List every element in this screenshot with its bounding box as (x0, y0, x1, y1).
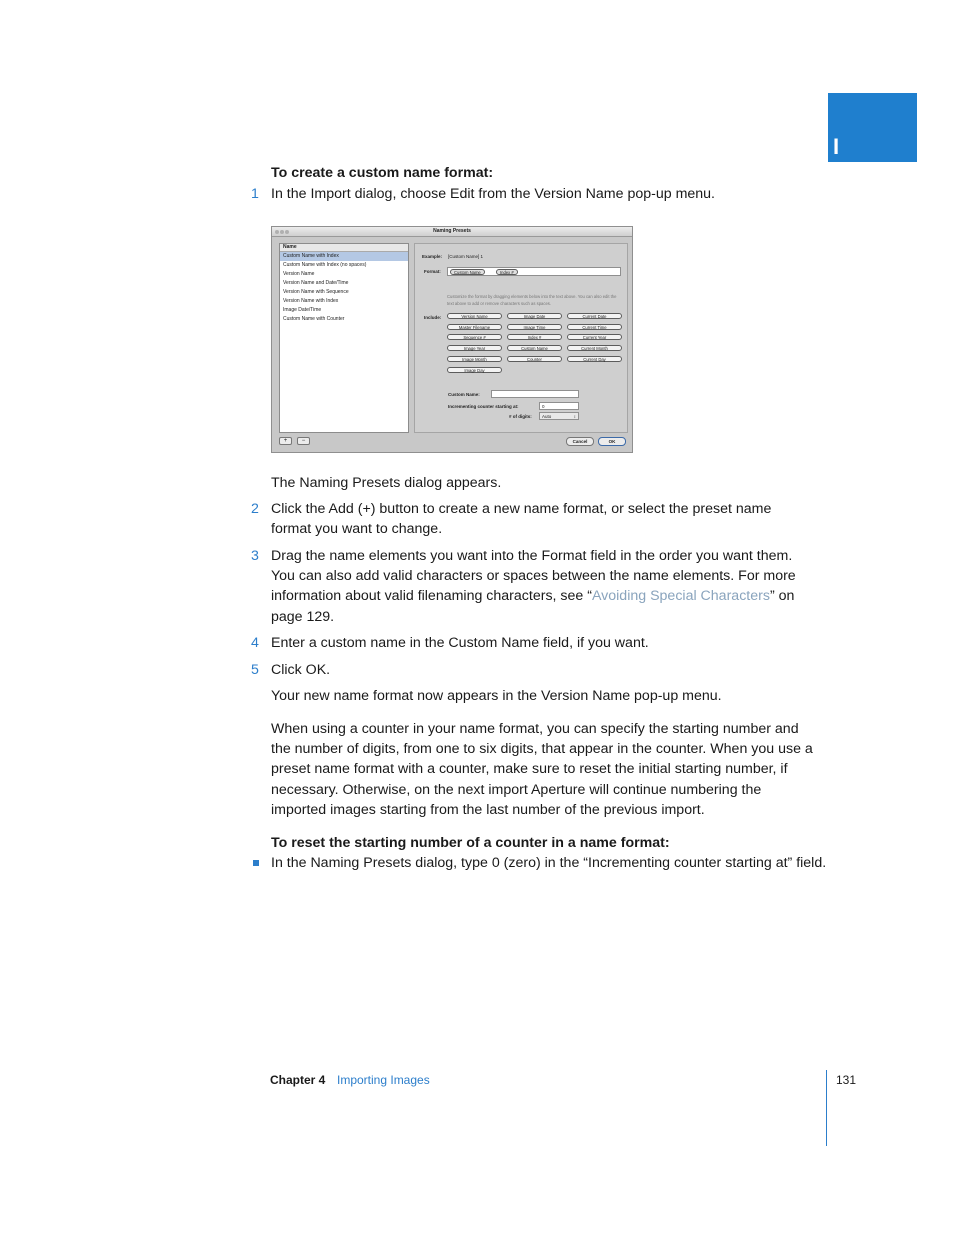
preset-list-item[interactable]: Custom Name with Index (no spaces) (283, 262, 367, 268)
custom-name-label: Custom Name: (448, 392, 480, 397)
include-token[interactable]: Image Year (447, 345, 502, 351)
add-preset-button[interactable]: + (279, 437, 292, 445)
bullet-icon (253, 860, 259, 866)
step-3-line-3 (271, 586, 831, 606)
include-token[interactable]: Custom Name (507, 345, 562, 351)
minimize-window-icon[interactable] (280, 230, 284, 234)
step-3-line-3-post: ” on (769, 588, 795, 604)
step-5-text: Click OK. (271, 662, 331, 678)
format-token-custom-name[interactable]: Custom Name (450, 269, 485, 275)
ok-button[interactable]: OK (598, 437, 626, 446)
result-text: Your new name format now appears in the Version Name pop-up menu. (271, 688, 722, 704)
naming-presets-dialog (271, 226, 633, 453)
counter-paragraph-line-4: necessary. Otherwise, on the next import Aperture will continue numbering the (271, 782, 762, 798)
dialog-appears-text: The Naming Presets dialog appears. (271, 475, 502, 491)
counter-label: Incrementing counter starting at: (448, 404, 519, 409)
include-token[interactable]: Sequence # (447, 334, 502, 340)
footer-chapter-title[interactable]: Importing Images (337, 1073, 430, 1087)
step-3-line-2: You can also add valid characters or spaces between the name elements. For more (271, 568, 796, 584)
preset-list-item[interactable]: Image Date/Time (283, 307, 322, 313)
step-5-number: 5 (251, 662, 259, 678)
include-token[interactable]: Image Date (507, 313, 562, 319)
custom-name-field[interactable] (491, 390, 579, 398)
step-2-number: 2 (251, 501, 259, 517)
preset-list-item[interactable]: Version Name and Date/Time (283, 280, 349, 286)
step-1-number: 1 (251, 186, 259, 202)
bullet-text: In the Naming Presets dialog, type 0 (zero) in the “Incrementing counter starting at” field. (271, 855, 827, 871)
step-3-number: 3 (251, 548, 259, 564)
counter-paragraph-line-2: the number of digits, from one to six digits, that appear in the counter. When you use a (271, 741, 813, 757)
cancel-button[interactable]: Cancel (566, 437, 594, 446)
page-number: 131 (836, 1073, 857, 1087)
digits-label: # of digits: (509, 414, 532, 419)
counter-paragraph-line-1: When using a counter in your name format, you can specify the starting number and (271, 721, 799, 737)
preset-list-item[interactable]: Version Name with Index (283, 298, 339, 304)
step-2-line-1: Click the Add (+) button to create a new name format, or select the preset name (271, 501, 772, 517)
preset-list[interactable] (279, 243, 409, 433)
include-token[interactable]: Counter (507, 356, 562, 362)
heading-create-format: To create a custom name format: (271, 165, 494, 181)
include-token[interactable]: Current Year (567, 334, 622, 340)
dialog-title: Naming Presets (433, 228, 471, 234)
include-token[interactable]: Master Filename (447, 324, 502, 330)
include-token[interactable]: Image Time (507, 324, 562, 330)
step-3-line-3-pre: information about valid filenaming characters, see “ (271, 588, 592, 604)
chapter-tab-letter: I (833, 134, 840, 159)
window-controls (275, 229, 290, 238)
include-token[interactable]: Current Time (567, 324, 622, 330)
counter-paragraph-line-3: preset name format with a counter, make sure to reset the initial starting number, if (271, 761, 788, 777)
step-4-number: 4 (251, 635, 259, 651)
popup-arrows-icon: ↕ (573, 414, 576, 419)
digits-popup[interactable] (539, 412, 579, 420)
heading-reset-counter: To reset the starting number of a counter in a name format: (271, 835, 670, 851)
preset-list-item[interactable]: Custom Name with Counter (283, 316, 345, 322)
example-value: [Custom Name] 1 (448, 254, 484, 259)
counter-paragraph-line-5: imported images starting from the last number of the previous import. (271, 802, 705, 818)
include-token[interactable]: Index # (507, 334, 562, 340)
step-1-text: In the Import dialog, choose Edit from the Version Name pop-up menu. (271, 186, 715, 202)
include-token[interactable]: Image Day (447, 367, 502, 373)
preset-list-item[interactable]: Version Name (283, 271, 315, 277)
dialog-title-bar (272, 227, 632, 237)
remove-preset-button[interactable]: − (297, 437, 310, 445)
step-4-text: Enter a custom name in the Custom Name field, if you want. (271, 635, 649, 651)
preset-list-item[interactable]: Custom Name with Index (280, 252, 408, 261)
include-token[interactable]: Current Date (567, 313, 622, 319)
include-label: Include: (424, 315, 442, 320)
format-token-index[interactable]: Index # (496, 269, 518, 275)
avoiding-special-characters-link[interactable]: Avoiding Special Characters (591, 588, 770, 604)
include-token[interactable]: Current Day (567, 356, 622, 362)
chapter-tab (828, 93, 917, 162)
include-token[interactable]: Version Name (447, 313, 502, 319)
digits-value: Auto (542, 414, 552, 419)
include-token[interactable]: Current Month (567, 345, 622, 351)
close-window-icon[interactable] (275, 230, 279, 234)
step-3-line-1: Drag the name elements you want into the Format field in the order you want them. (271, 548, 793, 564)
format-hint: Customize the format by dragging elements below into the text above. You can also edit the text above to add or remove characters such as spaces. (447, 294, 617, 306)
footer-chapter: Chapter 4 (270, 1073, 326, 1087)
footer-divider (826, 1070, 827, 1146)
format-field[interactable] (447, 267, 621, 276)
zoom-window-icon[interactable] (285, 230, 289, 234)
preset-list-header: Name (280, 244, 408, 252)
preset-list-item[interactable]: Version Name with Sequence (283, 289, 349, 295)
counter-start-field[interactable]: 0 (539, 402, 579, 410)
preset-editor-panel (414, 243, 628, 433)
example-label: Example: (422, 254, 443, 259)
step-3-line-4: page 129. (271, 609, 335, 625)
format-label: Format: (424, 269, 441, 274)
include-token[interactable]: Image Month (447, 356, 502, 362)
step-2-line-2: format you want to change. (271, 521, 443, 537)
